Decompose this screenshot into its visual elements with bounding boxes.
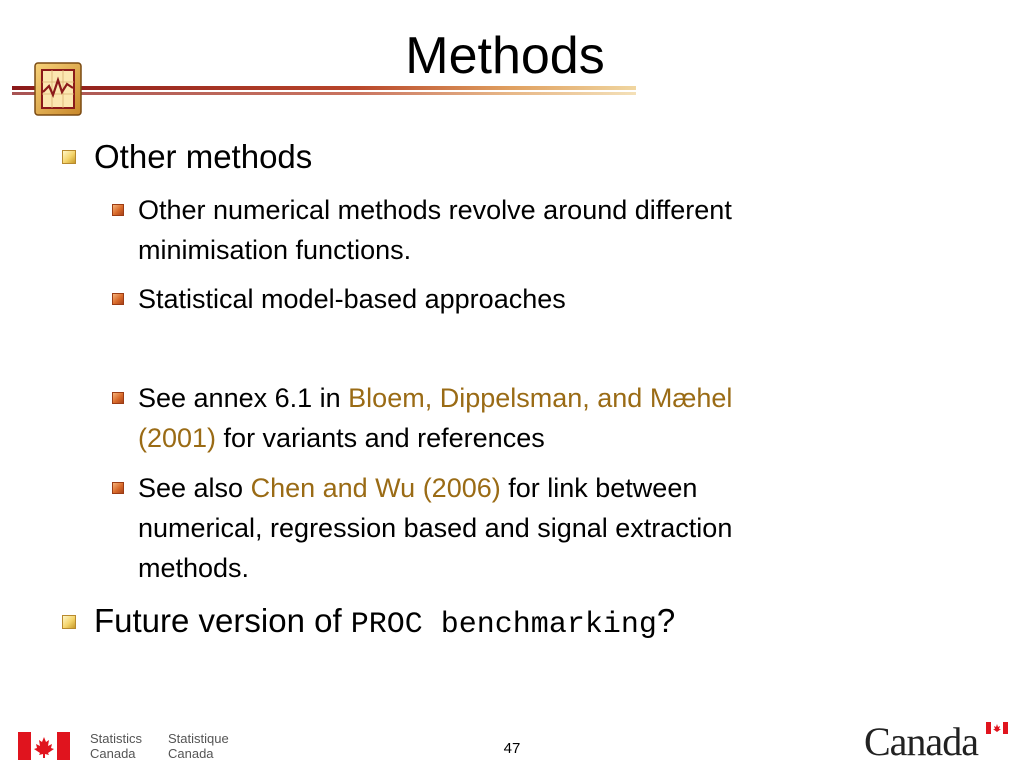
sub-bullet-statistical-model: Statistical model-based approaches (138, 284, 566, 314)
orange-square-bullet-icon (112, 204, 124, 216)
statistique-canada-text: Statistique Canada (168, 731, 229, 761)
orange-square-bullet-icon (112, 482, 124, 494)
canada-flag-icon (18, 732, 70, 760)
page-number: 47 (503, 740, 521, 757)
slide-title: Methods (405, 27, 605, 85)
reference-bloem-year-link[interactable]: (2001) (138, 423, 217, 453)
bullet-future-version: Future version of PROC benchmarking? (94, 602, 676, 642)
orange-square-bullet-icon (112, 392, 124, 404)
proc-benchmarking-code: PROC benchmarking (350, 608, 657, 642)
gold-square-bullet-icon (62, 615, 76, 629)
sub-bullet-see-annex: See annex 6.1 in Bloem, Dippelsman, and Mæhel (2001) for variants and references (138, 383, 733, 453)
orange-square-bullet-icon (112, 293, 124, 305)
reference-chen-wu-link[interactable]: Chen and Wu (2006) (250, 473, 501, 503)
statistics-canada-text: Statistics Canada (90, 731, 143, 761)
sub-bullet-see-also: See also Chen and Wu (2006) for link between numerical, regression based and signal extraction methods. (138, 473, 733, 583)
gold-square-bullet-icon (62, 150, 76, 164)
bullet-other-methods: Other methods (94, 138, 313, 175)
sub-bullet-numerical-methods: Other numerical methods revolve around different minimisation functions. (138, 195, 732, 265)
canada-wordmark: Canada (864, 719, 978, 764)
reference-bloem-link[interactable]: Bloem, Dippelsman, and Mæhel (348, 383, 733, 413)
wordmark-flag-icon (986, 722, 1008, 734)
